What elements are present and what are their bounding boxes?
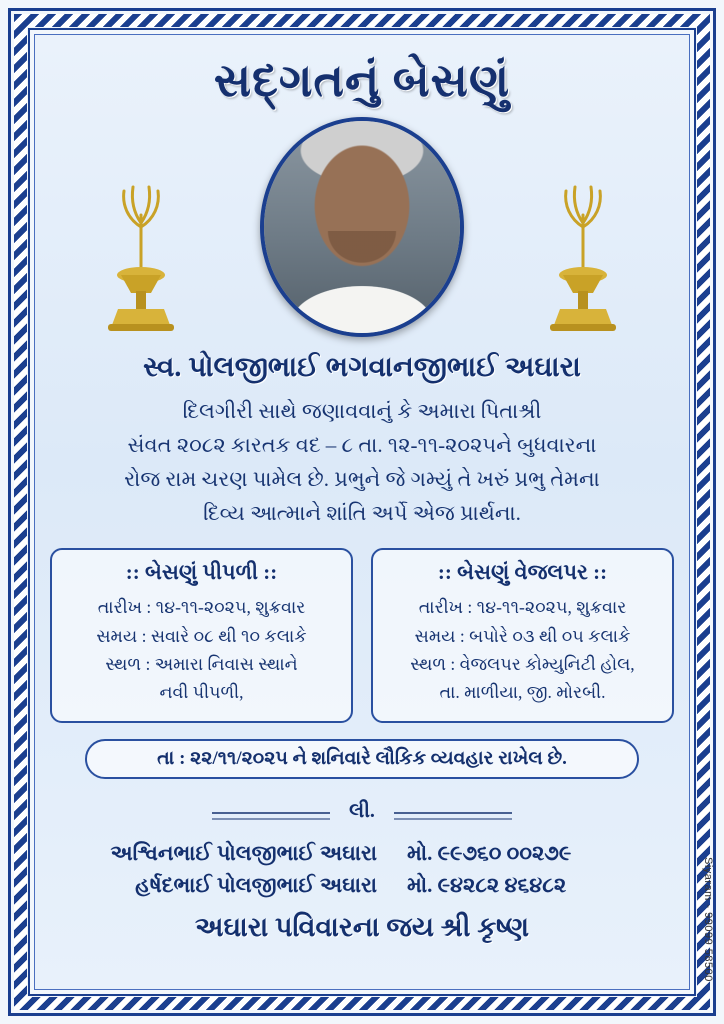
venue-date: તારીખ : ૧૪-૧૧-૨૦૨૫, શુક્રવાર xyxy=(418,597,627,618)
designer-credit: Siyaram - 99099 58500 xyxy=(702,857,714,982)
contact-name: અશ્વિનભાઈ પોલજીભાઈ અઘારા xyxy=(110,840,377,865)
venue-time: સમય : બપોરે ૦૩ થી ૦૫ કલાકે xyxy=(414,625,631,646)
venue-panels xyxy=(40,548,684,722)
card-content xyxy=(40,38,684,986)
message-line: રોજ રામ ચરણ પામેલ છે. પ્રભુને જે ગમ્યું તે ખરું પ્રભુ તેમના xyxy=(124,467,600,492)
venue-panel-pipali xyxy=(50,548,353,722)
contact-name: હર્ષદભાઈ પોલજીભાઈ અઘારા xyxy=(135,873,377,898)
message-line: સંવત ૨૦૮૨ કારતક વદ – ૮ તા. ૧૨-૧૧-૨૦૨૫ને બુધવારના xyxy=(127,433,597,458)
venue-date: તારીખ : ૧૪-૧૧-૨૦૨૫, શુક્રવાર xyxy=(97,597,306,618)
oil-lamp-icon-left xyxy=(98,175,184,335)
contact-row xyxy=(40,837,684,870)
deceased-photo xyxy=(260,117,464,337)
contact-phone[interactable]: મો. ૯૪૨૮૨ ૪૬૪૮૨ xyxy=(407,873,567,898)
svg-text:લી.: લી. xyxy=(349,799,375,822)
portrait-image xyxy=(264,121,460,333)
deceased-name: સ્વ. પોલજીભાઈ ભગવાનજીભાઈ અઘારા xyxy=(143,351,581,383)
venue-panel-title: :: બેસણું વેજલપર :: xyxy=(437,560,608,585)
notice-banner: તા : ૨૨/૧૧/૨૦૨૫ ને શનિવારે લૌકિક વ્યવહાર રાખેલ છે. xyxy=(85,739,639,779)
venue-panel-vejalpar xyxy=(371,548,674,722)
condolence-message xyxy=(40,394,684,530)
contacts-list xyxy=(40,837,684,902)
contact-row xyxy=(40,869,684,902)
contact-phone[interactable]: મો. ૯૯૭૬૦ ૦૦૨૭૯ xyxy=(407,840,572,865)
page-title: સદ્ગતનું બેસણું xyxy=(213,55,511,106)
venue-place: સ્થળ : વેજલપર કોમ્યુનિટી હોલ, xyxy=(410,653,635,674)
closing-blessing: અઘારા પવિવારના જય શ્રી કૃષ્ણ xyxy=(194,911,530,942)
venue-place-detail: નવી પીપળી, xyxy=(159,682,244,703)
message-line: દિવ્ય આત્માને શાંતિ અર્પે એજ પ્રાર્થના. xyxy=(203,501,521,526)
message-line: દિલગીરી સાથે જણાવવાનું કે અમારા પિતાશ્રી xyxy=(182,399,542,424)
venue-place: સ્થળ : અમારા નિવાસ સ્થાને xyxy=(105,653,298,674)
venue-time: સમય : સવારે ૦૮ થી ૧૦ કલાકે xyxy=(96,625,307,646)
venue-panel-title: :: બેસણું પીપળી :: xyxy=(125,560,278,585)
signoff-divider xyxy=(40,791,684,831)
venue-place-detail: તા. માળીયા, જી. મોરબી. xyxy=(439,682,606,703)
oil-lamp-icon-right xyxy=(540,175,626,335)
photo-and-lamps xyxy=(40,117,684,347)
